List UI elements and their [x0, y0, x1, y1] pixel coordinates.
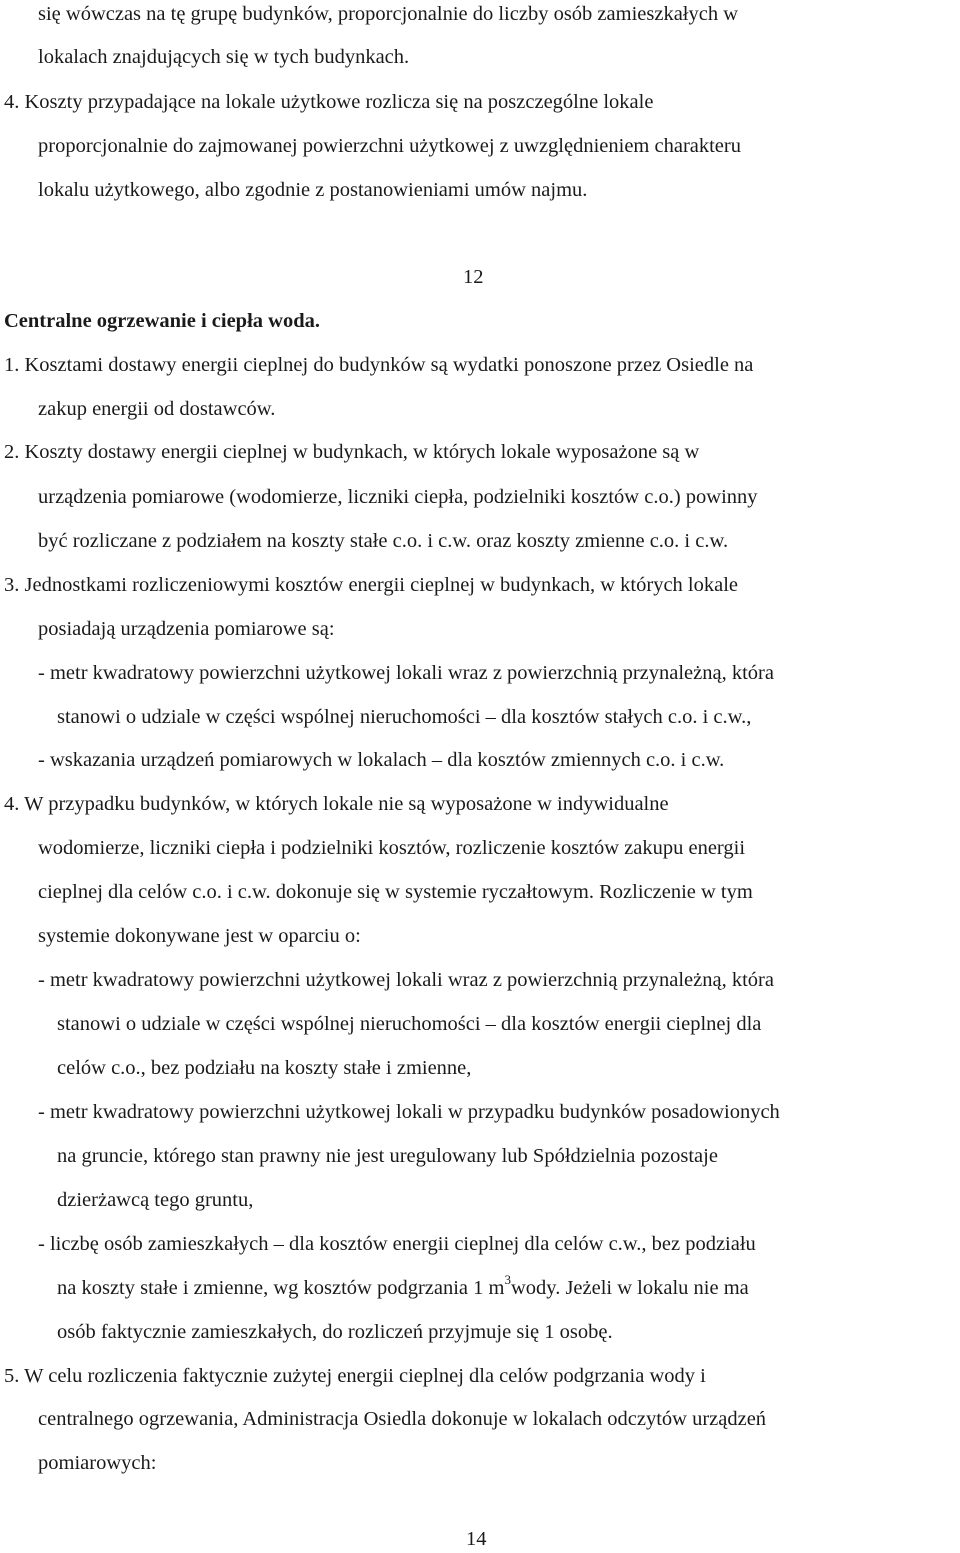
section-title: Centralne ogrzewanie i ciepła woda. [4, 310, 320, 332]
text-line: pomiarowych: [38, 1452, 157, 1474]
text-line: systemie dokonywane jest w oparciu o: [38, 925, 361, 947]
text-line: - metr kwadratowy powierzchni użytkowej lokali w przypadku budynków posadowionych [38, 1101, 780, 1123]
text-line: - wskazania urządzeń pomiarowych w lokalach – dla kosztów zmiennych c.o. i c.w. [38, 749, 725, 771]
text-line [57, 1274, 749, 1302]
text-line: - metr kwadratowy powierzchni użytkowej lokali wraz z powierzchnią przynależną, która [38, 969, 774, 991]
text-line: stanowi o udziale w części wspólnej nieruchomości – dla kosztów energii cieplnej dla [57, 1013, 762, 1035]
text-line: stanowi o udziale w części wspólnej nieruchomości – dla kosztów stałych c.o. i c.w., [57, 706, 752, 728]
text-line: - liczbę osób zamieszkałych – dla kosztów energii cieplnej dla celów c.w., bez podziału [38, 1233, 756, 1255]
text-line: zakup energii od dostawców. [38, 398, 276, 420]
text-line: lokalu użytkowego, albo zgodnie z postanowieniami umów najmu. [38, 179, 588, 201]
text-line: - metr kwadratowy powierzchni użytkowej lokali wraz z powierzchnią przynależną, która [38, 662, 774, 684]
section-number: 12 [463, 266, 484, 288]
superscript: 3 [504, 1272, 511, 1288]
text-line: urządzenia pomiarowe (wodomierze, liczniki ciepła, podzielniki kosztów c.o.) powinny [38, 486, 758, 508]
text-fragment: na koszty stałe i zmienne, wg kosztów podgrzania 1 m [57, 1277, 505, 1299]
text-line: 2. Koszty dostawy energii cieplnej w budynkach, w których lokale wyposażone są w [4, 441, 700, 463]
text-line: być rozliczane z podziałem na koszty stałe c.o. i c.w. oraz koszty zmienne c.o. i c.w. [38, 530, 729, 552]
text-line: 5. W celu rozliczenia faktycznie zużytej energii cieplnej dla celów podgrzania wody i [4, 1365, 706, 1387]
text-line: się wówczas na tę grupę budynków, proporcjonalnie do liczby osób zamieszkałych w [38, 3, 739, 25]
text-line: na gruncie, którego stan prawny nie jest uregulowany lub Spółdzielnia pozostaje [57, 1145, 718, 1167]
page-number: 14 [466, 1528, 487, 1550]
text-line: dzierżawcą tego gruntu, [57, 1189, 254, 1211]
text-line: 3. Jednostkami rozliczeniowymi kosztów energii cieplnej w budynkach, w których lokale [4, 574, 739, 596]
text-line: posiadają urządzenia pomiarowe są: [38, 618, 335, 640]
text-line: centralnego ogrzewania, Administracja Osiedla dokonuje w lokalach odczytów urządzeń [38, 1408, 767, 1430]
text-line: 4. Koszty przypadające na lokale użytkowe rozlicza się na poszczególne lokale [4, 91, 654, 113]
text-fragment: wody. Jeżeli w lokalu nie ma [510, 1277, 749, 1299]
text-line: lokalach znajdujących się w tych budynkach. [38, 46, 410, 68]
text-line: proporcjonalnie do zajmowanej powierzchni użytkowej z uwzględnieniem charakteru [38, 135, 741, 157]
text-line: osób faktycznie zamieszkałych, do rozliczeń przyjmuje się 1 osobę. [57, 1321, 613, 1343]
text-line: cieplnej dla celów c.o. i c.w. dokonuje się w systemie ryczałtowym. Rozliczenie w tym [38, 881, 753, 903]
text-line: wodomierze, liczniki ciepła i podzielniki kosztów, rozliczenie kosztów zakupu energii [38, 837, 746, 859]
text-line: 1. Kosztami dostawy energii cieplnej do budynków są wydatki ponoszone przez Osiedle na [4, 354, 754, 376]
text-line: 4. W przypadku budynków, w których lokale nie są wyposażone w indywidualne [4, 793, 669, 815]
text-line: celów c.o., bez podziału na koszty stałe i zmienne, [57, 1057, 472, 1079]
